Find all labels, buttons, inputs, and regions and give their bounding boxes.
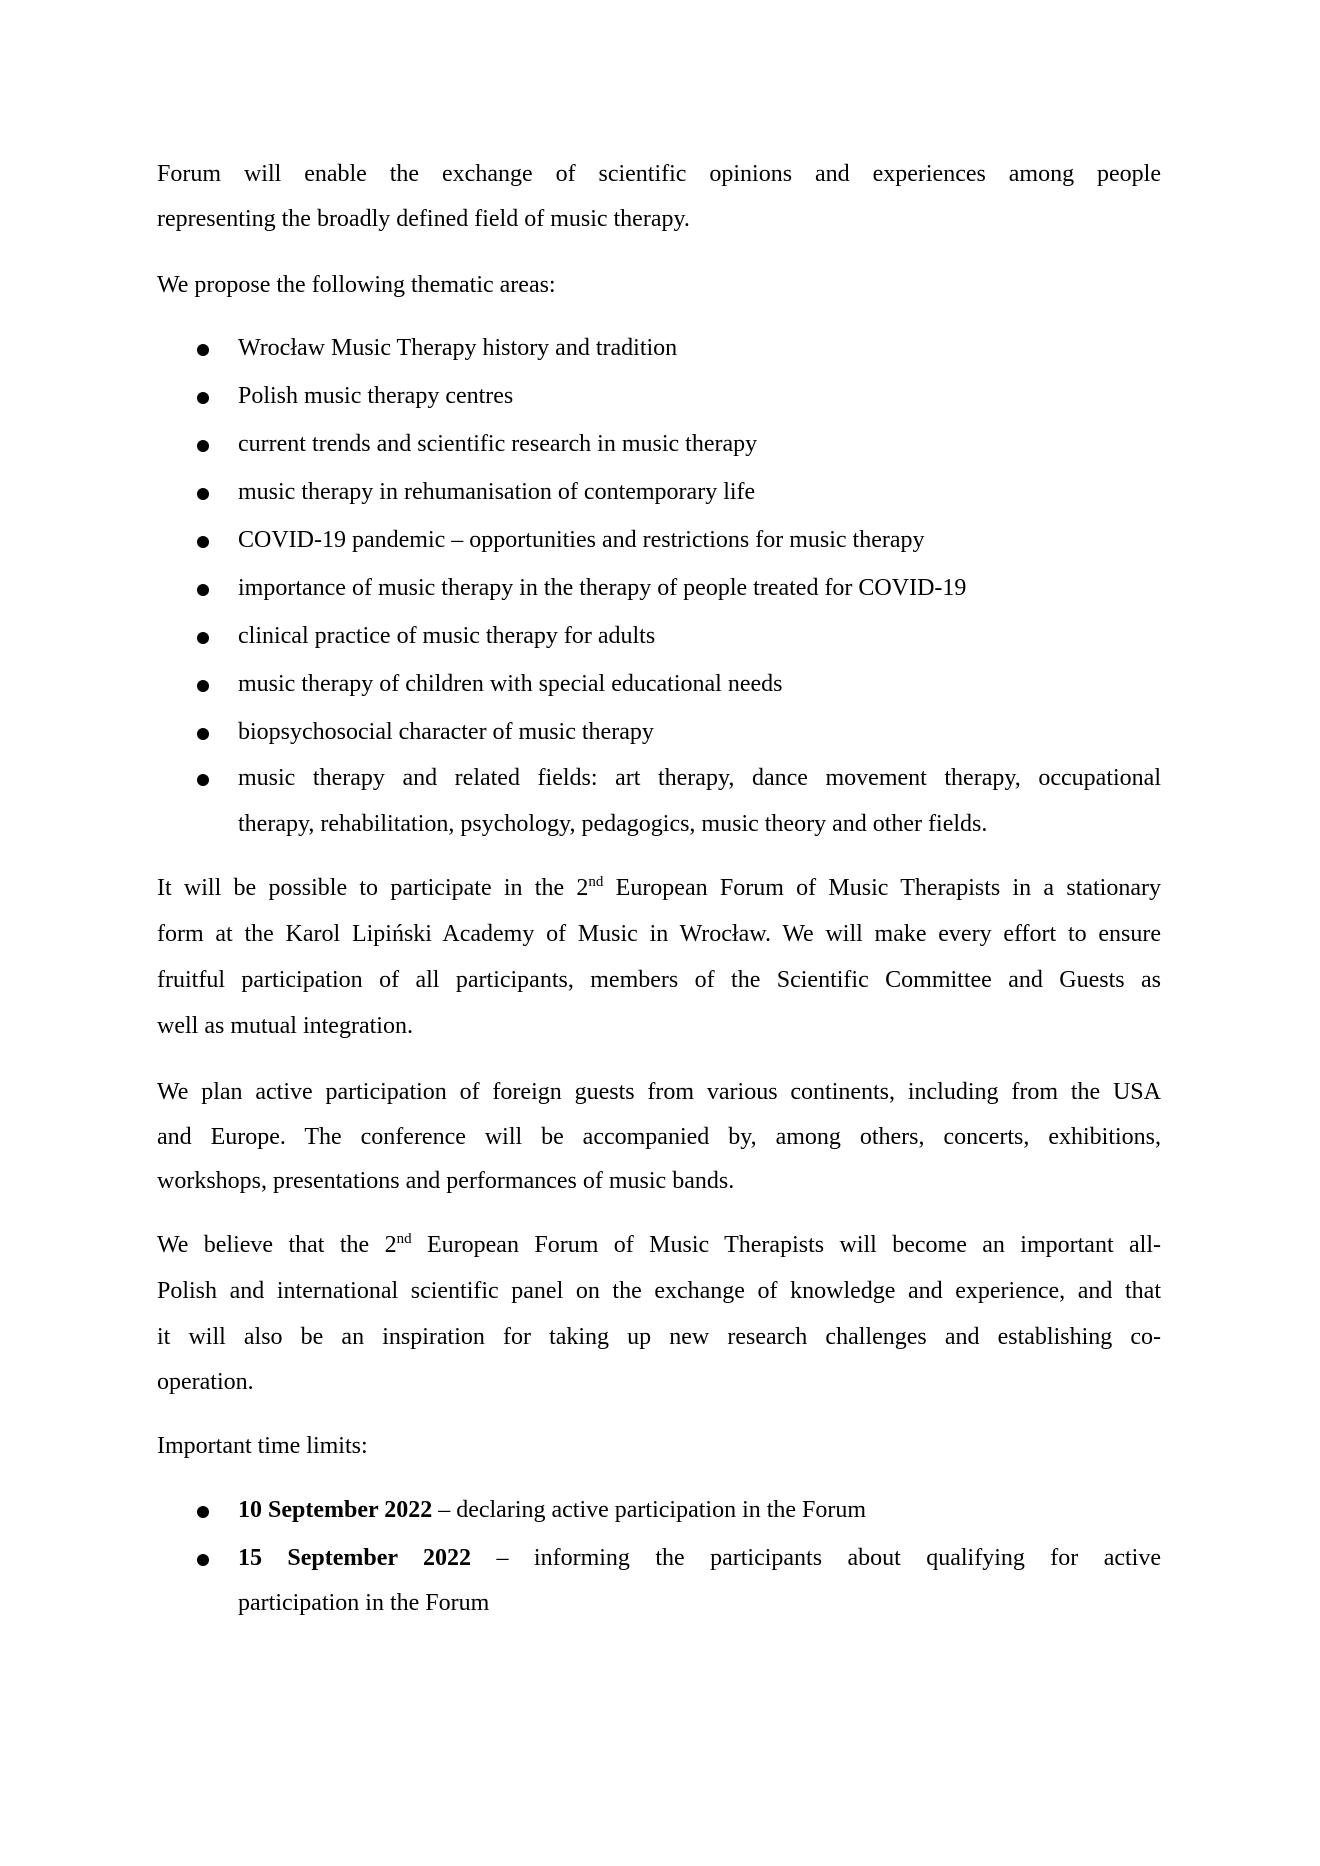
list-item-text: Polish music therapy centres xyxy=(238,383,514,409)
guests-paragraph-line-2: and Europe. The conference will be accompanied by, among others, concerts, exhibitions, xyxy=(157,1124,1161,1150)
list-item-text: importance of music therapy in the therapy of people treated for COVID-19 xyxy=(238,575,967,601)
bullet-icon xyxy=(197,680,209,692)
participation-paragraph-line-2: form at the Karol Lipiński Academy of Music in Wrocław. We will make every effort to ensure xyxy=(157,921,1161,947)
list-item-text: Wrocław Music Therapy history and tradition xyxy=(238,335,678,361)
list-item-text: clinical practice of music therapy for adults xyxy=(238,623,656,649)
deadline-date: 15 September 2022 xyxy=(238,1545,472,1571)
participation-paragraph-line-1: It will be possible to participate in the 2nd European Forum of Music Therapists in a stationary xyxy=(157,874,1161,901)
bullet-icon xyxy=(197,584,209,596)
superscript-ordinal: nd xyxy=(588,874,604,890)
bullet-icon xyxy=(197,632,209,644)
bullet-icon xyxy=(197,536,209,548)
guests-paragraph-line-3: workshops, presentations and performances of music bands. xyxy=(157,1168,735,1194)
participation-paragraph-line-4: well as mutual integration. xyxy=(157,1013,413,1039)
participation-paragraph-line-3: fruitful participation of all participants, members of the Scientific Committee and Guests as xyxy=(157,967,1161,993)
deadline-text: 10 September 2022 – declaring active participation in the Forum xyxy=(238,1497,867,1523)
guests-paragraph-line-1: We plan active participation of foreign guests from various continents, including from the USA xyxy=(157,1079,1161,1105)
intro-paragraph-line-1: Forum will enable the exchange of scientific opinions and experiences among people xyxy=(157,161,1161,187)
intro-paragraph-line-2: representing the broadly defined field of music therapy. xyxy=(157,206,690,232)
belief-paragraph-line-3: it will also be an inspiration for taking up new research challenges and establishing co- xyxy=(157,1324,1161,1350)
belief-paragraph-line-4: operation. xyxy=(157,1369,254,1395)
superscript-ordinal: nd xyxy=(396,1231,412,1247)
bullet-icon xyxy=(197,392,209,404)
list-item-text-line-2: therapy, rehabilitation, psychology, pedagogics, music theory and other fields. xyxy=(238,811,988,837)
bullet-icon xyxy=(197,1554,209,1566)
list-item-text: current trends and scientific research in music therapy xyxy=(238,431,758,457)
belief-paragraph-line-1: We believe that the 2nd European Forum of Music Therapists will become an important all- xyxy=(157,1231,1162,1258)
deadline-text-line-2: participation in the Forum xyxy=(238,1590,490,1616)
deadline-date: 10 September 2022 xyxy=(238,1497,433,1523)
time-limits-intro: Important time limits: xyxy=(157,1433,368,1459)
bullet-icon xyxy=(197,728,209,740)
bullet-icon xyxy=(197,488,209,500)
list-item-text: biopsychosocial character of music therapy xyxy=(238,719,654,745)
list-item-text: COVID-19 pandemic – opportunities and restrictions for music therapy xyxy=(238,527,925,553)
belief-paragraph-line-2: Polish and international scientific panel on the exchange of knowledge and experience, and that xyxy=(157,1278,1161,1304)
deadline-text-line-1: 15 September 2022 – informing the participants about qualifying for active xyxy=(238,1545,1162,1571)
bullet-icon xyxy=(197,1506,209,1518)
thematic-areas-intro: We propose the following thematic areas: xyxy=(157,272,556,298)
bullet-icon xyxy=(197,440,209,452)
list-item-text: music therapy in rehumanisation of contemporary life xyxy=(238,479,756,505)
list-item-text: music therapy of children with special educational needs xyxy=(238,671,783,697)
bullet-icon xyxy=(197,344,209,356)
list-item-text-line-1: music therapy and related fields: art therapy, dance movement therapy, occupational xyxy=(238,765,1161,791)
bullet-icon xyxy=(197,774,209,786)
